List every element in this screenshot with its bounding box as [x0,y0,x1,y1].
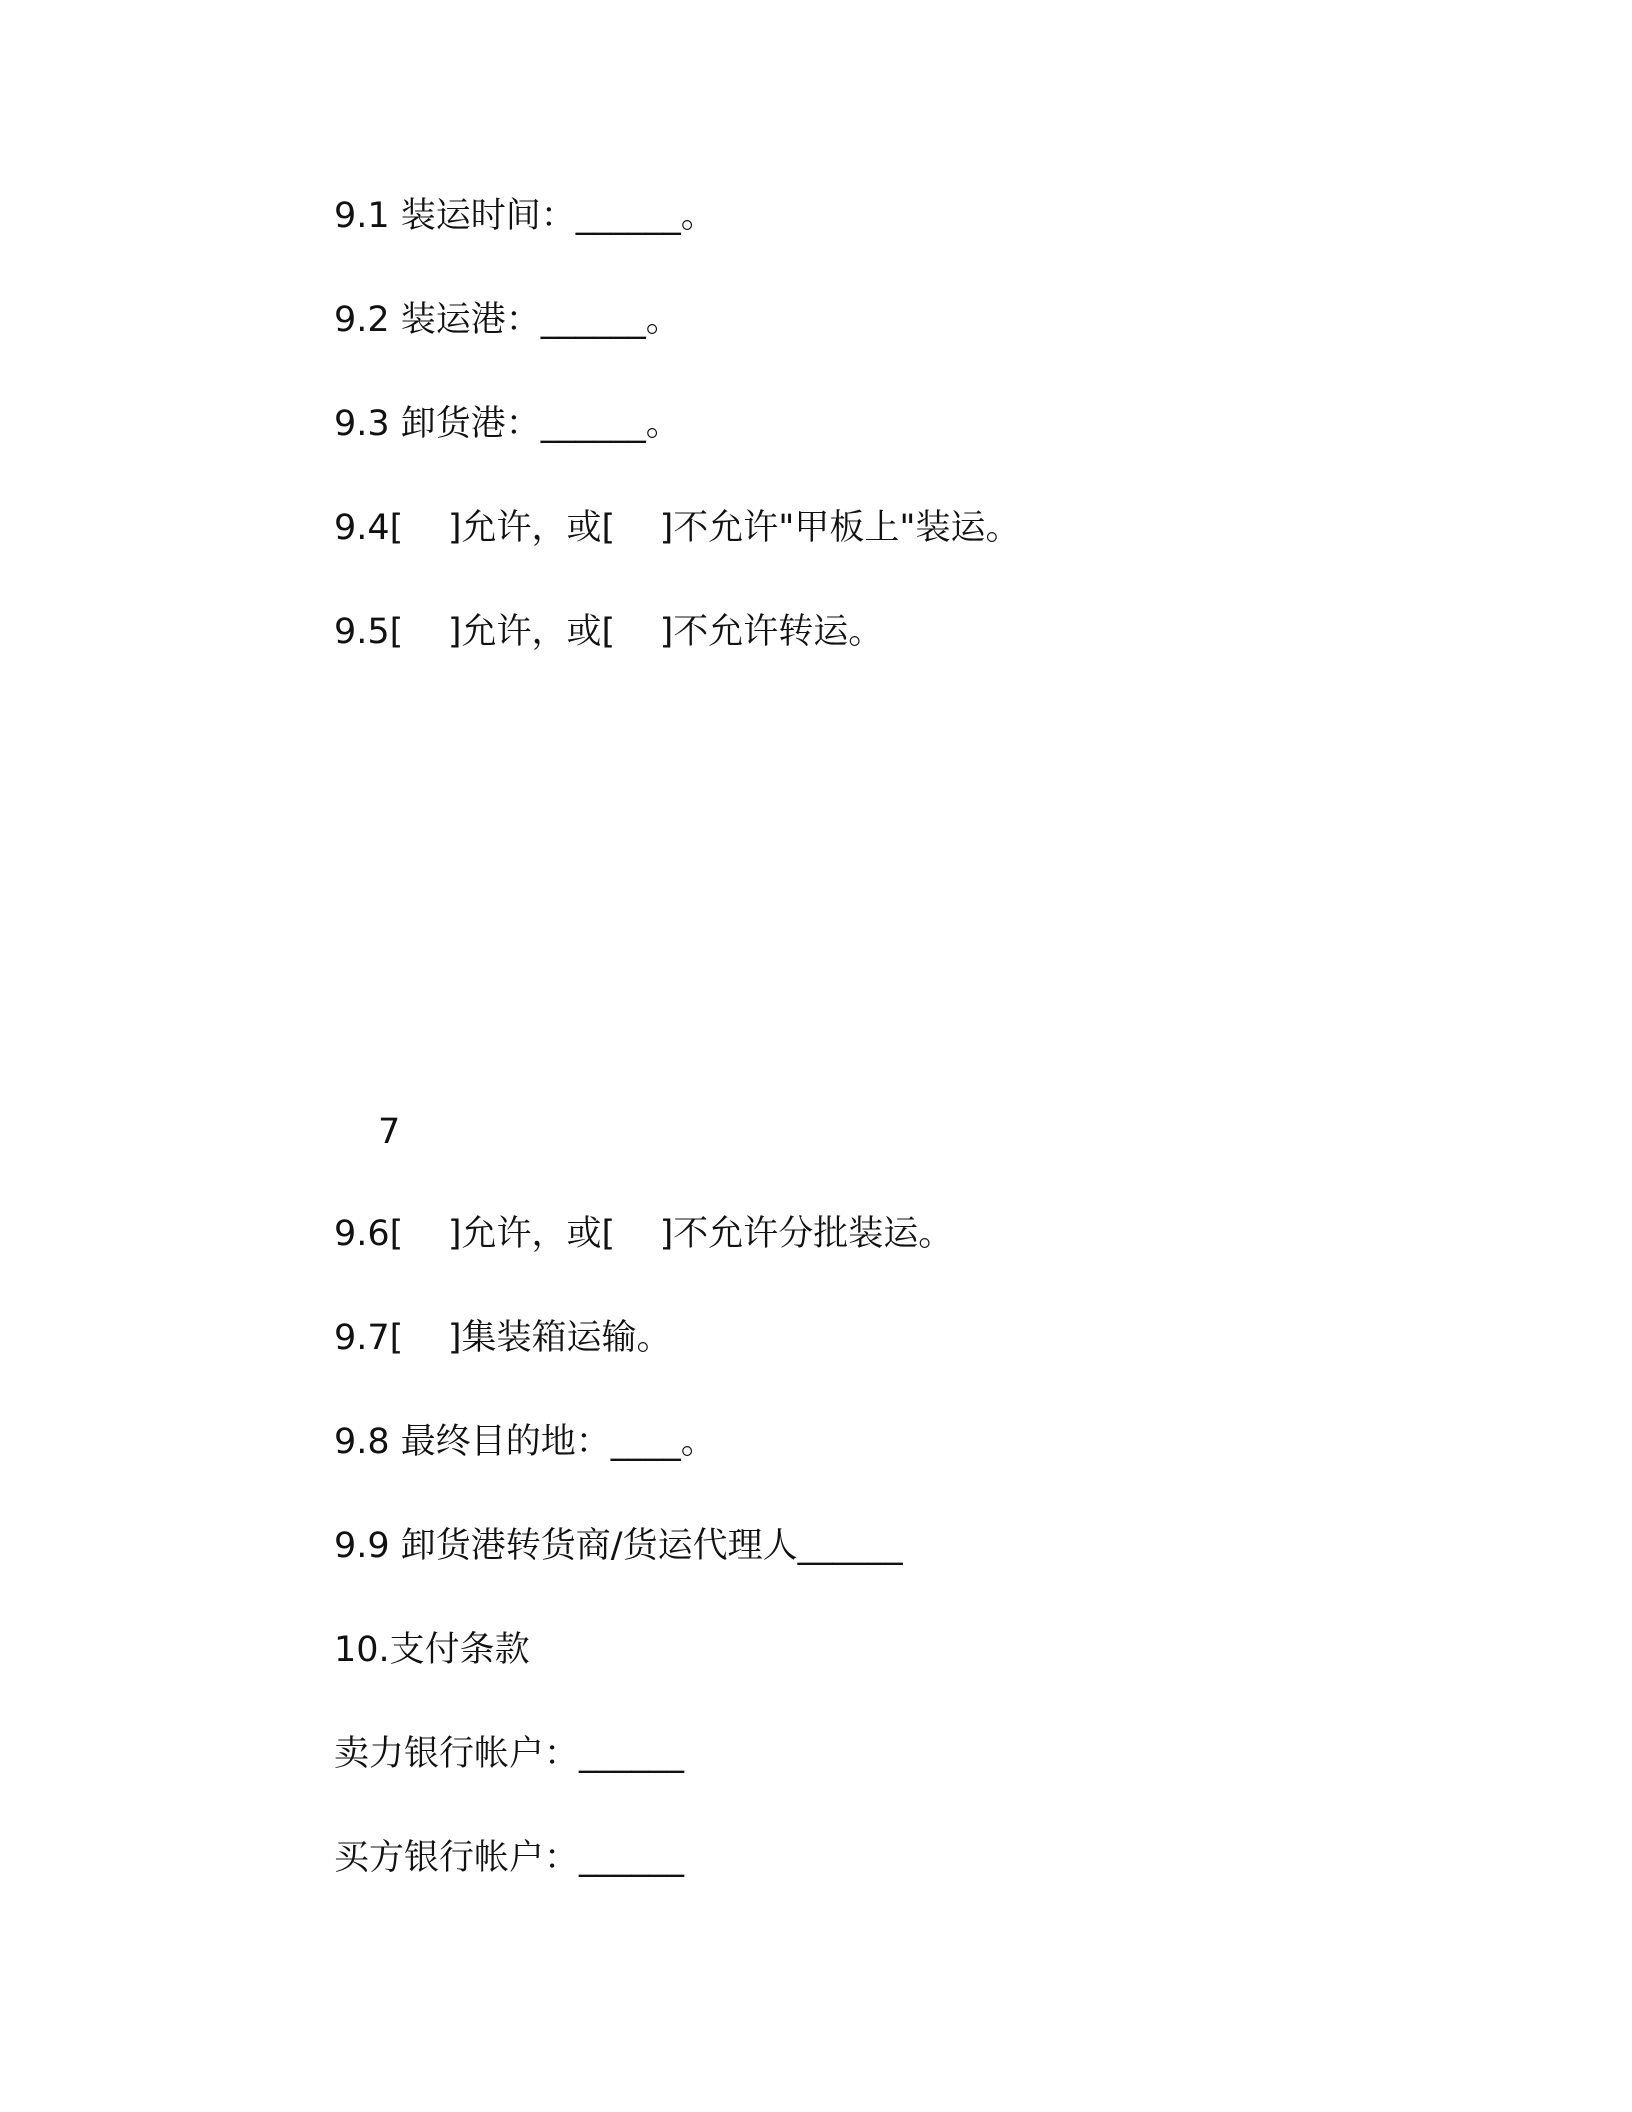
clause-9-6-partial-shipment: 9.6[ ]允许，或[ ]不允许分批装运。 [334,1214,954,1254]
page-number: 7 [378,1112,401,1152]
clause-9-4-on-deck-shipment: 9.4[ ]允许，或[ ]不允许"甲板上"装运。 [334,508,1021,548]
clause-9-9-forwarding-agent: 9.9 卸货港转货商/货运代理人______ [334,1526,903,1566]
clause-9-1-shipment-time: 9.1 装运时间：______。 [334,196,716,236]
clause-9-5-transshipment: 9.5[ ]允许，或[ ]不允许转运。 [334,612,884,652]
clause-9-7-container-transport: 9.7[ ]集装箱运输。 [334,1318,672,1358]
clause-9-8-final-destination: 9.8 最终目的地：____。 [334,1422,716,1462]
buyer-bank-account: 买方银行帐户：______ [334,1838,685,1878]
clause-9-3-port-of-discharge: 9.3 卸货港：______。 [334,404,681,444]
clause-9-2-port-of-loading: 9.2 装运港：______。 [334,300,681,340]
seller-bank-account: 卖力银行帐户：______ [334,1734,685,1774]
section-10-payment-terms-heading: 10.支付条款 [334,1630,530,1670]
